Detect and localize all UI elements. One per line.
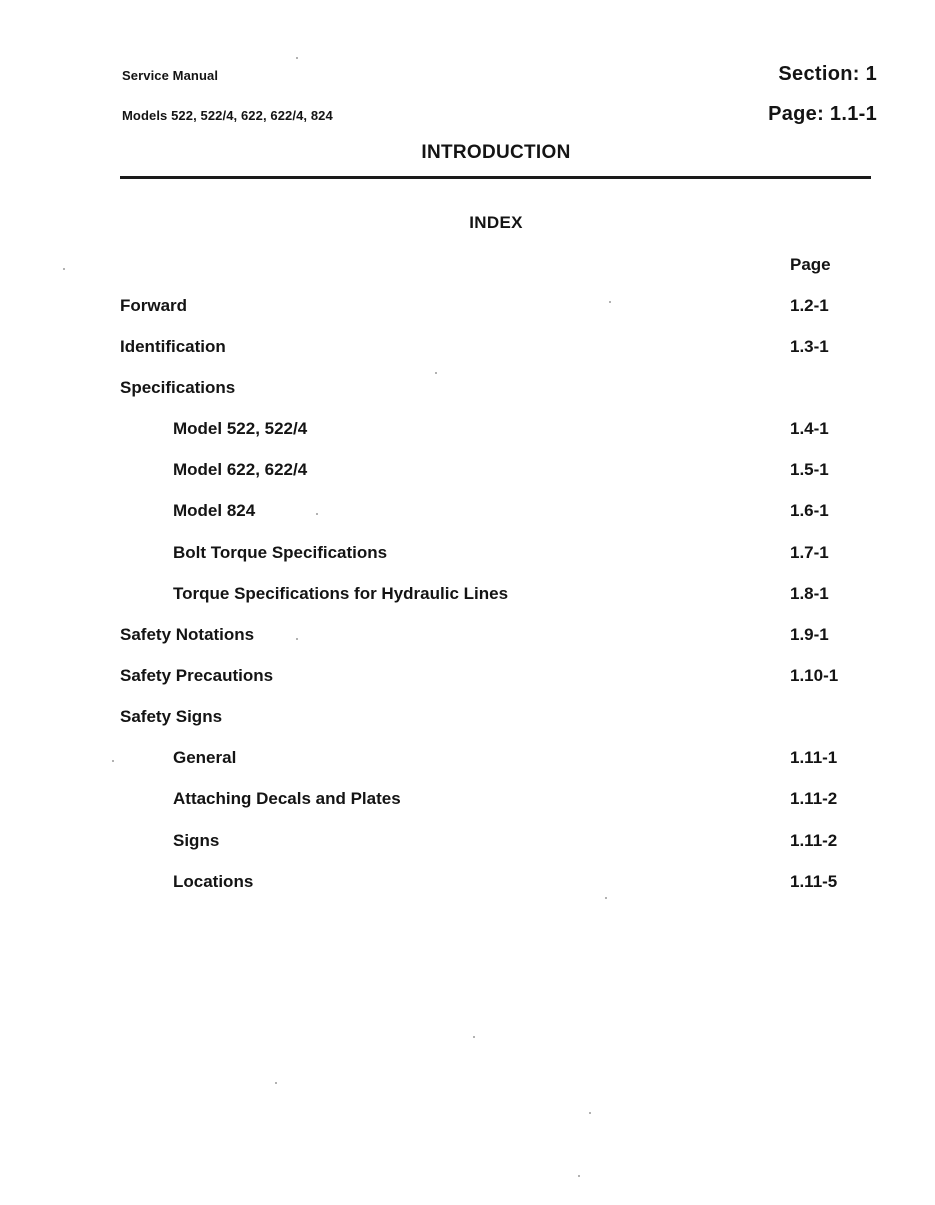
toc-entry-safety-notations [0, 625, 935, 649]
toc-entry-page: 1.8-1 [790, 584, 829, 603]
chapter-title: INTRODUCTION [421, 142, 571, 163]
toc-entry-hydraulic-torque [0, 584, 935, 608]
toc-entry-title: General [173, 748, 237, 767]
toc-entry-title: Model 622, 622/4 [173, 460, 308, 479]
toc-entry-identification [0, 337, 935, 361]
toc-entry-signs [0, 831, 935, 855]
toc-entry-title: Signs [173, 831, 220, 850]
toc-entry-locations [0, 872, 935, 896]
scan-speck [316, 513, 318, 515]
toc-entry-page: 1.11-1 [790, 748, 838, 767]
toc-entry-page: 1.3-1 [790, 337, 829, 356]
manual-title: Service Manual [122, 68, 219, 83]
toc-entry-title: Model 824 [173, 501, 256, 520]
toc-entry-title: Locations [173, 872, 254, 891]
toc-entry-page: 1.5-1 [790, 460, 829, 479]
toc-entry-page: 1.7-1 [790, 543, 829, 562]
index-heading: INDEX [469, 213, 523, 232]
toc-entry-page: 1.4-1 [790, 419, 829, 438]
toc-entry-safety-signs [0, 707, 935, 731]
toc-entry-page: 1.9-1 [790, 625, 829, 644]
toc-entry-title: Identification [120, 337, 226, 356]
section-label: Section: 1 [778, 63, 877, 85]
scan-speck [275, 1082, 277, 1084]
toc-entry-title: Attaching Decals and Plates [173, 789, 401, 808]
toc-entry-title: Safety Signs [120, 707, 223, 726]
scan-speck [296, 57, 298, 59]
toc-entry-forward [0, 296, 935, 320]
toc-entry-page: 1.6-1 [790, 501, 829, 520]
toc-entry-safety-precautions [0, 666, 935, 690]
scan-speck [112, 760, 114, 762]
page-column-heading: Page [790, 255, 831, 274]
toc-entry-title: Specifications [120, 378, 236, 397]
toc-entry-title: Safety Precautions [120, 666, 274, 685]
scan-speck [578, 1175, 580, 1177]
scan-speck [473, 1036, 475, 1038]
models-line: Models 522, 522/4, 622, 622/4, 824 [122, 108, 333, 123]
toc-entry-title: Forward [120, 296, 188, 315]
toc-entry-title: Torque Specifications for Hydraulic Lines [173, 584, 509, 603]
toc-entry-page: 1.2-1 [790, 296, 829, 315]
toc-entry-specifications [0, 378, 935, 402]
scan-speck [63, 268, 65, 270]
toc-entry-page: 1.11-2 [790, 831, 838, 850]
scan-speck [296, 638, 298, 640]
toc-entry-title: Bolt Torque Specifications [173, 543, 388, 562]
toc-entry-model-622 [0, 460, 935, 484]
toc-entry-bolt-torque [0, 543, 935, 567]
toc-entry-page: 1.10-1 [790, 666, 839, 685]
page-number: Page: 1.1-1 [768, 103, 877, 125]
header-divider [120, 176, 871, 179]
scan-speck [589, 1112, 591, 1114]
toc-entry-attaching-decals [0, 789, 935, 813]
toc-entry-model-824 [0, 501, 935, 525]
toc-entry-model-522 [0, 419, 935, 443]
scan-speck [435, 372, 437, 374]
toc-entry-title: Model 522, 522/4 [173, 419, 308, 438]
scan-speck [609, 301, 611, 303]
toc-entry-general [0, 748, 935, 772]
toc-entry-title: Safety Notations [120, 625, 255, 644]
toc-entry-page: 1.11-2 [790, 789, 838, 808]
scan-speck [605, 897, 607, 899]
toc-entry-page: 1.11-5 [790, 872, 838, 891]
